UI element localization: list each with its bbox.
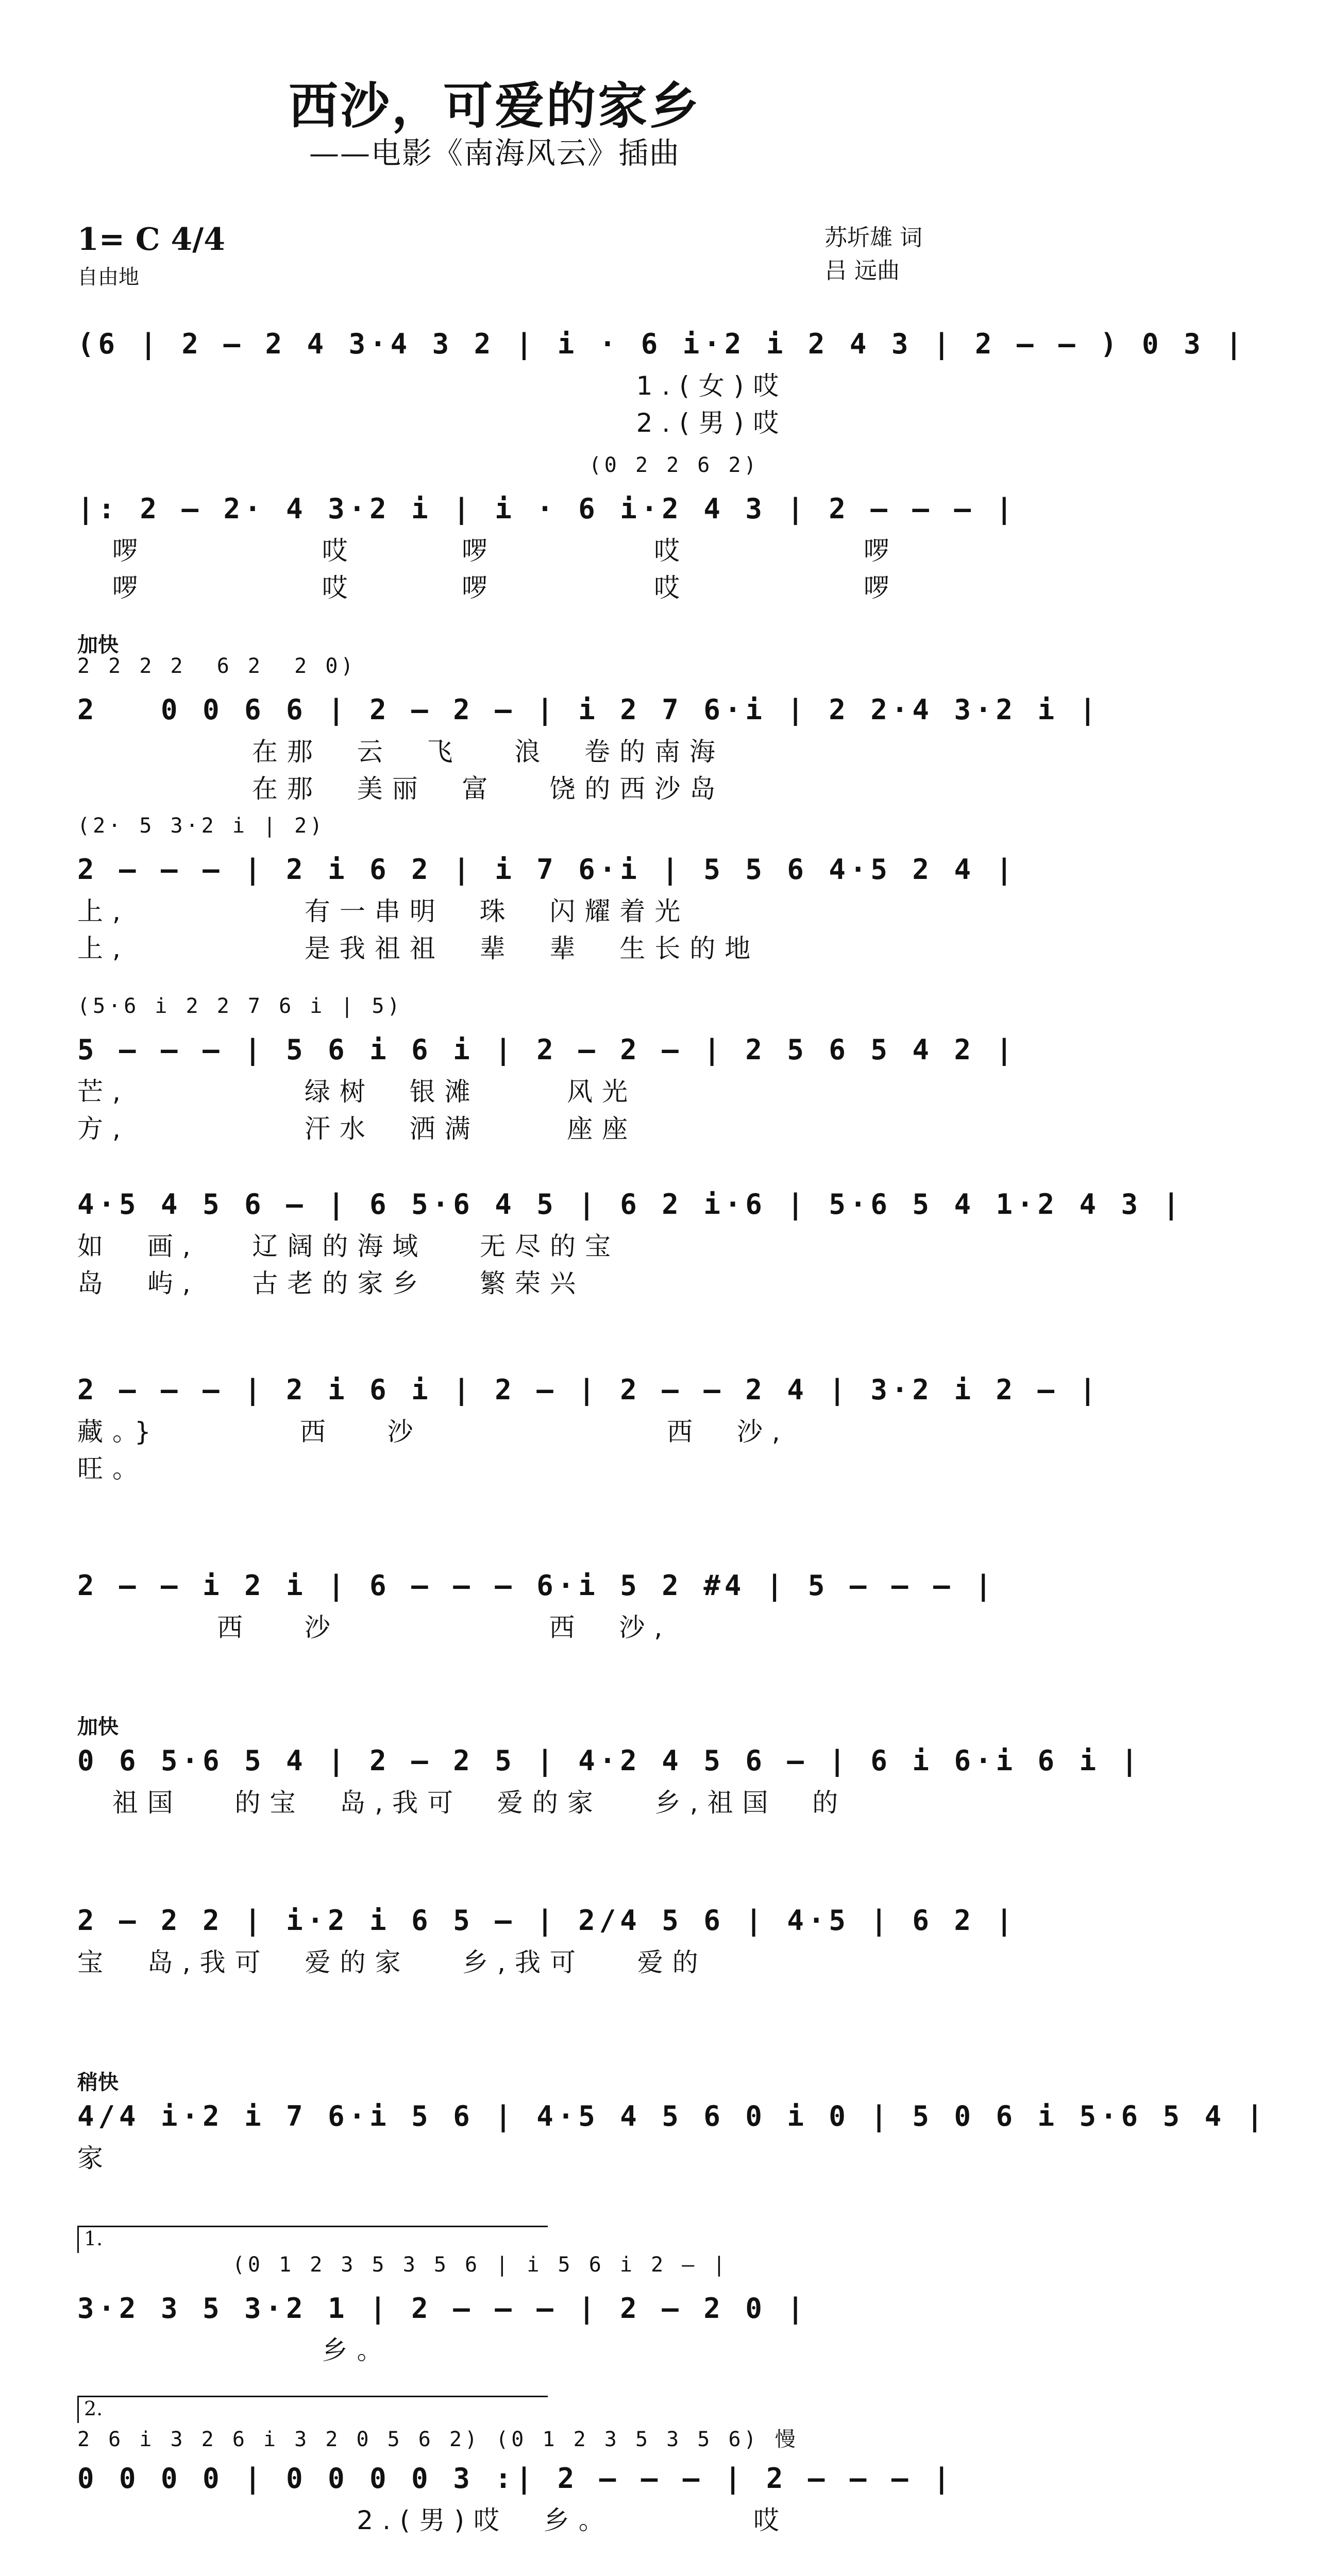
song-subtitle: ——电影《南海风云》插曲 [309, 135, 680, 171]
lyric-line: 2.(男)哎 [77, 408, 788, 438]
accompaniment-line: (2· 5 3·2 i | 2) [77, 814, 326, 838]
note-line: 2 0 0 6 6 | 2 – 2 – | i 2 7 6·i | 2 2·4 3·2 i | [77, 693, 1101, 726]
lyric-line: 1.(女)哎 [77, 371, 788, 401]
score-system [77, 453, 1017, 606]
score-system [77, 2226, 933, 2406]
key-signature-text: 1= C 4/4 [77, 222, 225, 258]
lyric-line [77, 1981, 933, 2018]
accompaniment-line: (5·6 i 2 2 7 6 i | 5) [77, 994, 403, 1018]
note-line: (6 | 2 – 2 4 3·4 3 2 | i · 6 i·2 i 2 4 3 | 2 – – ) 0 3 | [77, 328, 1247, 360]
lyric-line: 方, 汗水 洒满 座座 [77, 1114, 637, 1144]
note-line: |: 2 – 2· 4 3·2 i | i · 6 i·2 4 3 | 2 – – – | [77, 493, 1017, 525]
lyric-line [77, 1821, 933, 1858]
lyric-line: 西 沙 西 沙, [77, 1613, 672, 1642]
score-system [77, 629, 1101, 807]
tempo-marker: 稍快 [77, 2070, 119, 2094]
lyric-line: 家 [77, 2143, 112, 2173]
lyric-line: 上, 有一串明 珠 闪耀着光 [77, 896, 690, 926]
lyric-line: 2.(男)哎 乡。 哎 [77, 2505, 788, 2535]
note-line: 2 – 2 2 | i·2 i 6 5 – | 2/4 5 6 | 4·5 | 6 2 | [77, 1904, 1017, 1937]
lyric-line: 在那 云 飞 浪 卷的南海 [77, 737, 725, 767]
tempo-marker: 加快 [77, 633, 119, 657]
score-system [77, 1710, 1142, 1858]
note-line: 0 6 5·6 5 4 | 2 – 2 5 | 4·2 4 5 6 – | 6 i 6·i 6 i | [77, 1744, 1142, 1777]
lyric-line: 啰 哎 啰 哎 啰 [77, 536, 899, 566]
lyric-line: 岛 屿, 古老的家乡 繁荣兴 [77, 1268, 585, 1298]
accompaniment-line: (0 1 2 3 5 3 5 6 | i 5 6 i 2 – | [77, 2253, 729, 2277]
score-system [77, 814, 1017, 967]
note-line: 4/4 i·2 i 7 6·i 5 6 | 4·5 4 5 6 0 i 0 | 5 0 6 i 5·6 5 4 | [77, 2100, 1268, 2132]
accompaniment-line: 2 6 i 3 2 6 i 3 2 0 5 6 2) (0 1 2 3 5 3 5 6) 慢 [77, 2428, 799, 2451]
score-system [77, 319, 1247, 442]
lyric-line: 在那 美丽 富 饶的西沙岛 [77, 774, 725, 804]
note-line: 3·2 3 5 3·2 1 | 2 – – – | 2 – 2 0 | [77, 2292, 808, 2325]
score-system [77, 2066, 1268, 2214]
note-line: 4·5 4 5 6 – | 6 5·6 4 5 | 6 2 i·6 | 5·6 5 4 1·2 4 3 | [77, 1188, 1184, 1221]
score-system [77, 994, 1017, 1147]
lyric-line: 藏。} 西 沙 西 沙, [77, 1417, 789, 1447]
volta-bracket: 2. [77, 2396, 548, 2423]
note-line: 0 0 0 0 | 0 0 0 0 3 :| 2 – – – | 2 – – – | [77, 2462, 954, 2495]
lyric-line: 啰 哎 啰 哎 啰 [77, 573, 899, 603]
note-line: 2 – – i 2 i | 6 – – – 6·i 5 2 #4 | 5 – – – | [77, 1569, 996, 1602]
score-system [77, 1180, 1184, 1302]
lyric-line: 旺。 [77, 1454, 147, 1484]
lyric-line: 如 画, 辽阔的海域 无尽的宝 [77, 1231, 620, 1261]
lyric-line [77, 1646, 933, 1683]
lyricist: 苏圻雄 词 [824, 225, 922, 251]
note-line: 2 – – – | 2 i 6 i | 2 – | 2 – – 2 4 | 3·2 i 2 – | [77, 1374, 1101, 1406]
song-title: 西沙，可爱的家乡 [289, 77, 701, 135]
note-line: 5 – – – | 5 6 i 6 i | 2 – 2 – | 2 5 6 5 4 2 | [77, 1033, 1017, 1066]
lyric-line: 祖国 的宝 岛,我可 爱的家 乡,祖国 的 [77, 1788, 848, 1818]
tempo-marker: 加快 [77, 1715, 119, 1739]
accompaniment-line: (0 2 2 6 2) [77, 453, 760, 477]
lyric-line [77, 2177, 933, 2214]
tempo-free: 自由地 [77, 265, 139, 289]
score-system [77, 1896, 1017, 2018]
lyric-line [77, 2539, 933, 2576]
score-system [77, 1365, 1101, 1487]
credits [824, 222, 922, 287]
score-system [77, 1561, 996, 1683]
accompaniment-line: 2 2 2 2 6 2 2 0) [77, 654, 357, 678]
lyric-line: 宝 岛,我可 爱的家 乡,我可 爱的 [77, 1947, 708, 1977]
volta-bracket: 1. [77, 2226, 548, 2253]
lyric-line: 乡。 [77, 2335, 392, 2365]
note-line: 2 – – – | 2 i 6 2 | i 7 6·i | 5 5 6 4·5 2 4 | [77, 853, 1017, 886]
score-system [77, 2396, 954, 2576]
lyric-line: 芒, 绿树 银滩 风光 [77, 1077, 637, 1107]
key-signature [77, 222, 225, 290]
composer: 吕 远曲 [824, 258, 900, 284]
lyric-line: 上, 是我祖祖 辈 辈 生长的地 [77, 934, 760, 963]
